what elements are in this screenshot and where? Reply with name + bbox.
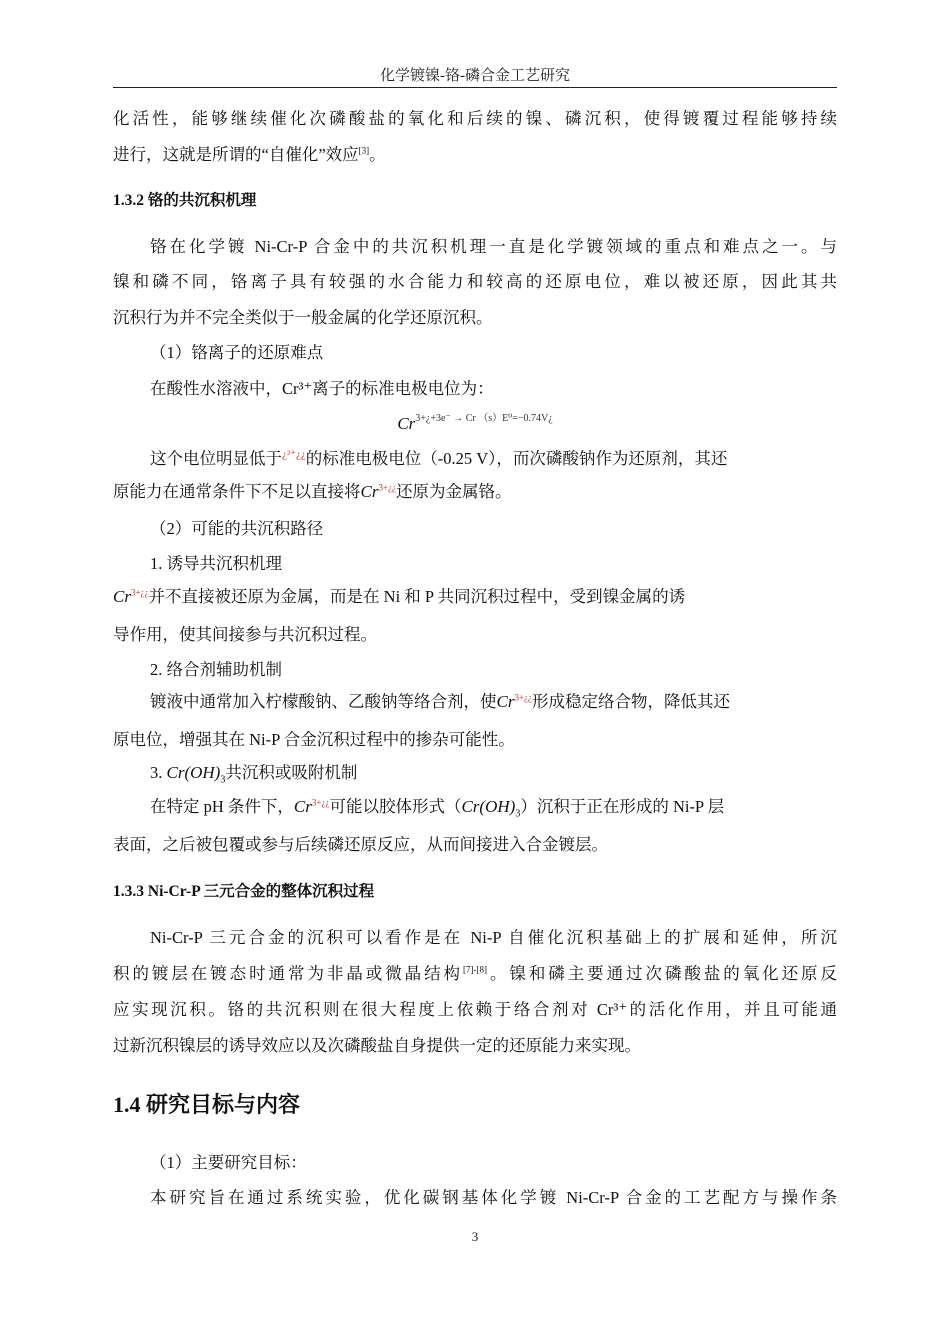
text: 的标准电极电位（-0.25 V），而次磷酸钠作为还原剂，其还 [305,449,728,468]
text: ）沉积于正在形成的 Ni-P 层 [520,797,725,816]
text: 。 [369,145,386,164]
citation: [3] [358,145,370,156]
cr-symbol: Cr [113,587,131,606]
subheading-1: 1. 诱导共沉积机理 [150,554,282,573]
para2-line1: 铬在化学镀 Ni-Cr-P 合金中的共沉积机理一直是化学镀领域的重点和难点之一。与 [150,237,837,256]
text: 在特定 pH 条件下， [150,797,294,816]
acid-solution-line: 在酸性水溶液中，Cr³⁺离子的标准电极电位为： [150,379,494,398]
list-item-2: （2）可能的共沉积路径 [150,519,324,538]
cr-superscript: 3+¿¿ [514,692,533,703]
hydroxide-formula: Cr(OH) [461,797,516,816]
list-item-objectives: （1）主要研究目标： [150,1153,307,1172]
text: 原能力在通常条件下不足以直接将 [113,482,361,501]
page-header: 化学镀镍-铬-磷合金工艺研究 [380,68,570,84]
hydroxide-formula: Cr(OH) [166,763,221,782]
text: 并不直接被还原为金属，而是在 Ni 和 P 共同沉积过程中，受到镍金属的诱 [148,587,686,606]
para6-line1 [150,796,837,825]
para3-line1 [150,448,837,470]
cr-superscript: 3+¿¿ [130,587,149,598]
subheading-3 [150,762,837,791]
section-heading-1-3-3: 1.3.3 Ni-Cr-P 三元合金的整体沉积过程 [113,883,375,900]
cr-superscript: 3+¿¿ [311,797,330,808]
cr-superscript: 3+¿¿ [378,482,397,493]
para7-line2 [113,963,837,985]
para2-line3: 沉积行为并不完全类似于一般金属的化学还原沉积。 [113,308,493,327]
text: 。镍和磷主要通过次磷酸盐的氧化还原反 [487,964,838,983]
list-item-1: （1）铬离子的还原难点 [150,343,324,362]
subscript: 3 [220,774,226,786]
cr-symbol: Cr [293,797,312,816]
header-rule [113,87,837,88]
text: 共沉积或吸附机制 [225,763,358,782]
para1-line2 [113,144,837,166]
para7-line4: 过新沉积镍层的诱导效应以及次磷酸盐自身提供一定的还原能力来实现。 [113,1036,641,1055]
para3-line2 [113,481,837,503]
para5-line1 [150,691,837,713]
text: 这个电位明显低于 [150,449,282,468]
para8-line1: 本研究旨在通过系统实验，优化碳钢基体化学镀 Ni-Cr-P 合金的工艺配方与操作条 [150,1188,837,1207]
subheading-2: 2. 络合剂辅助机制 [150,660,282,679]
subscript: 3 [515,808,521,820]
text: 可能以胶体形式（ [329,797,462,816]
equation [0,406,950,433]
equation-symbol: Cr [397,414,416,433]
section-heading-1-4: 1.4 研究目标与内容 [113,1092,301,1117]
text: 还原为金属铬。 [396,482,512,501]
section-heading-1-3-2: 1.3.2 铬的共沉积机理 [113,192,257,209]
para7-line1: Ni-Cr-P 三元合金的沉积可以看作是在 Ni-P 自催化沉积基础上的扩展和延伸，所沉 [150,928,837,947]
para4-line1 [113,586,837,608]
page-number: 3 [471,1229,479,1244]
text: 积的镀层在镀态时通常为非晶或微晶结构 [113,964,463,983]
para7-line3: 应实现沉积。铬的共沉积则在很大程度上依赖于络合剂对 Cr³⁺的活化作用，并且可能通 [113,1000,837,1019]
cr-symbol: Cr [496,692,515,711]
citation: [7]-[8] [463,964,487,975]
cr-symbol: Cr [360,482,379,501]
symbol: ¿²⁺¿¿ [282,448,306,461]
text: 形成稳定络合物，降低其还 [532,692,731,711]
text: 镀液中通常加入柠檬酸钠、乙酸钠等络合剂，使 [150,692,497,711]
para4-line2: 导作用，使其间接参与共沉积过程。 [113,625,377,644]
para2-line2: 镍和磷不同，铬离子具有较强的水合能力和较高的还原电位，难以被还原，因此其共 [113,272,837,291]
text: 进行，这就是所谓的“自催化”效应 [113,145,359,164]
equation-body: 3+¿+3e⁻ → Cr （s）E⁰=−0.74V¿ [415,413,553,424]
text: 3. [150,763,167,782]
para5-line2: 原电位，增强其在 Ni-P 合金沉积过程中的掺杂可能性。 [113,730,515,749]
para6-line2: 表面，之后被包覆或参与后续磷还原反应，从而间接进入合金镀层。 [113,835,608,854]
para1-line1: 化活性，能够继续催化次磷酸盐的氧化和后续的镍、磷沉积，使得镀覆过程能够持续 [113,109,837,128]
